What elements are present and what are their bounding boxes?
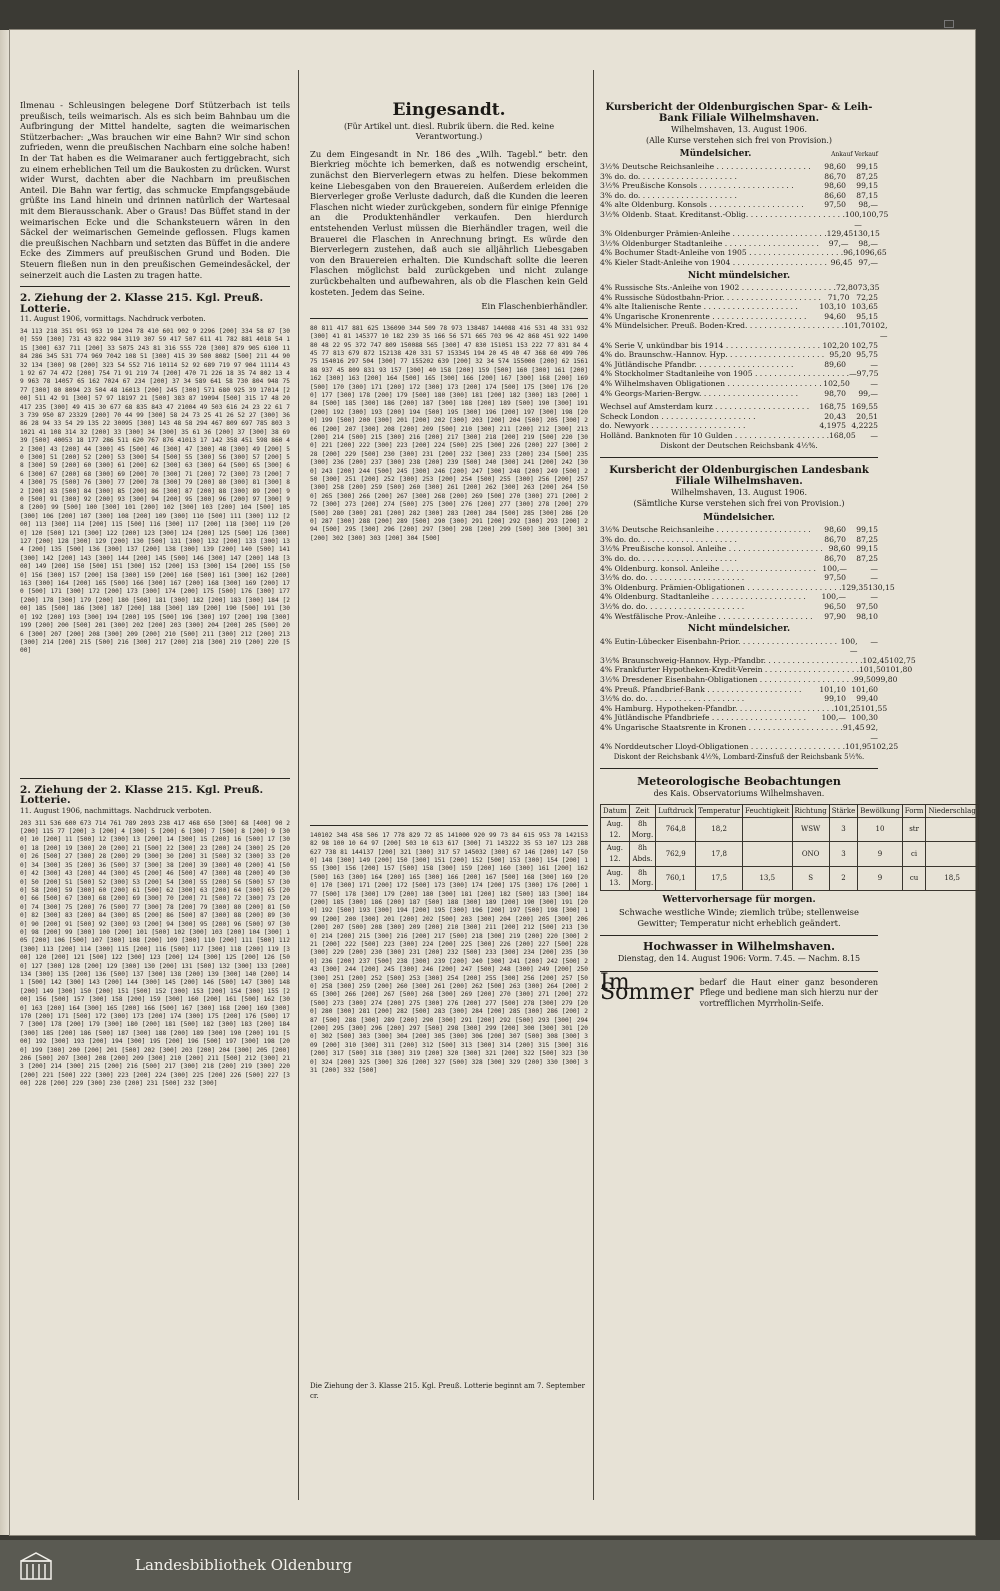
met-cell: 2 bbox=[829, 866, 858, 890]
met-cell: 760,1 bbox=[656, 866, 696, 890]
lottery-footer-note: Die Ziehung der 3. Klasse 215. Kgl. Preuß. Lotterie beginnt am 7. September cr. bbox=[310, 1381, 585, 1401]
rate-ankauf: 101,70 bbox=[844, 321, 871, 331]
rate-verkauf: 100,30 bbox=[851, 713, 878, 723]
met-cell: WSW bbox=[792, 818, 829, 842]
met-cell: str bbox=[902, 818, 926, 842]
wechsel-rates bbox=[600, 402, 878, 440]
rate-name: 4% Preuß. Pfandbrief-Bank . . . . . . . . . . . . . . . . . . . . bbox=[600, 684, 802, 694]
rate-verkauf: 95,75 bbox=[856, 350, 878, 360]
rate-ankauf: 100,— bbox=[821, 592, 846, 602]
rate-row bbox=[600, 191, 878, 201]
rate-verkauf: 97,50 bbox=[856, 601, 878, 611]
rate-row bbox=[600, 573, 878, 583]
rate-row bbox=[600, 535, 878, 545]
met-head-cell: Zeit bbox=[629, 804, 655, 818]
rate-verkauf: 87,15 bbox=[856, 190, 878, 200]
rate-row bbox=[600, 360, 878, 370]
rate-verkauf: 101,55 bbox=[860, 703, 888, 713]
eingesandt-signature: Ein Flaschenbierhändler. bbox=[481, 301, 588, 312]
divider bbox=[20, 286, 290, 287]
head-ankauf: Ankauf bbox=[831, 151, 853, 159]
rate-verkauf: 102,75 bbox=[851, 340, 878, 350]
rate-verkauf: 99,40 bbox=[856, 694, 878, 704]
met-cell bbox=[926, 842, 978, 866]
met-cell: 3 bbox=[829, 818, 858, 842]
rate-name: 4% Wilhelmshaven Obligationen . . . . . . . . . . . . . . . . . . . . bbox=[600, 379, 822, 389]
rate-ankauf: 98,60 bbox=[824, 181, 846, 191]
forecast-text: Schwache westliche Winde; ziemlich trübe; stellenweise Gewitter; Temperatur nicht erheblich geändert. bbox=[619, 907, 859, 928]
met-cell: ci bbox=[902, 842, 926, 866]
rate-verkauf: 102,25 bbox=[871, 742, 899, 752]
page-spine bbox=[0, 30, 10, 1535]
lottery-1-numbers-cont: 80 811 417 881 625 136090 344 509 78 973 138487 144088 416 531 48 331 932 [300] 41 81 145377 10 182 239 35 166 56 571 665 703 96 42 868 451 922 149080 48 22 95 372 747 809 150088 565 [300] 47 830 151051 153 222 77 831 84 445 77 813 679 872 152138 420 331 57 153345 194 20 45 40 47 368 60 499 706 75 154016 297 504 [300] 77 155202 639 [200] 32 34 574 155000 [200] 62 156188 937 45 809 831 93 157 [300] 40 158 [200] 159 [500] 160 [300] 161 [200] 162 [300] 163 [200] 164 [500] 165 [300] 166 [200] 167 [300] 168 [200] 169 [500] 170 [300] 171 [200] 172 [300] 173 [200] 174 [500] 175 [300] 176 [200] 177 [300] 178 [200] 179 [500] 180 [300] 181 [200] 182 [300] 183 [200] 184 [500] 185 [300] 186 [200] 187 [300] 188 [200] 189 [500] 190 [300] 191 [200] 192 [300] 193 [200] 194 [500] 195 [300] 196 [200] 197 [300] 198 [200] 199 [500] 200 [300] 201 [200] 202 [300] 203 [200] 204 [500] 205 [300] 206 [200] 207 [300] 208 [200] 209 [500] 210 [300] 211 [200] 212 [300] 213 [200] 214 [500] 215 [300] 216 [200] 217 [300] 218 [200] 219 [500] 220 [300] 221 [200] 222 [300] 223 [200] 224 [500] 225 [300] 226 [200] 227 [300] 228 [200] 229 [500] 230 [300] 231 [200] 232 [300] 233 [200] 234 [500] 235 [300] 236 [200] 237 [300] 238 [200] 239 [500] 240 [300] 241 [200] 242 [300] 243 [200] 244 [500] 245 [300] 246 [200] 247 [300] 248 [200] 249 [500] 250 [300] 251 [200] 252 [300] 253 [200] 254 [500] 255 [300] 256 [200] 257 [300] 258 [200] 259 [500] 260 [300] 261 [200] 262 [300] 263 [200] 264 [500] 265 [300] 266 [200] 267 [300] 268 [200] 269 [500] 270 [300] 271 [200] 272 [300] 273 [200] 274 [500] 275 [300] 276 [200] 277 [300] 278 [200] 279 [500] 280 [300] 281 [200] 282 [300] 283 [200] 284 [500] 285 [300] 286 [200] 287 [300] 288 [200] 289 [500] 290 [300] 291 [200] 292 [300] 293 [200] 294 [500] 295 [300] 296 [200] 297 [300] 298 [200] 299 [500] 300 [300] 301 [200] 302 [300] 303 [200] 304 [500] bbox=[310, 324, 588, 542]
bank1-section-muendel: Mündelsicher. bbox=[679, 149, 752, 160]
rate-row bbox=[600, 612, 878, 622]
forecast-title: Wettervorhersage für morgen. bbox=[662, 894, 816, 905]
rate-row bbox=[600, 723, 878, 742]
rate-row bbox=[600, 248, 887, 258]
met-table-head bbox=[601, 804, 979, 818]
met-cell: Aug. 13. bbox=[601, 866, 630, 890]
rate-row bbox=[600, 412, 878, 422]
rate-name: 3½% Dresdener Eisenbahn-Obligationen . . . . . . . . . . . . . . . . . . . . bbox=[600, 675, 854, 685]
rate-name: 3½% Preußische konsol. Anleihe . . . . . . . . . . . . . . . . . . . . bbox=[600, 544, 823, 554]
rate-ankauf: 72,80 bbox=[835, 283, 858, 293]
rate-name: Wechsel auf Amsterdam kurz . . . . . . . . . . . . . . . . . . . . bbox=[600, 402, 810, 412]
rate-row bbox=[600, 742, 899, 752]
rate-verkauf: 130,15 bbox=[853, 229, 880, 239]
rate-row bbox=[600, 312, 878, 322]
lottery-1-subtitle: 11. August 1906, vormittags. Nachdruck verboten. bbox=[20, 314, 206, 324]
rate-row bbox=[600, 421, 878, 431]
met-cell: 17,8 bbox=[696, 842, 743, 866]
rate-verkauf: — bbox=[870, 636, 878, 646]
rate-ankauf: 101,50 bbox=[859, 665, 886, 675]
rate-ankauf: 102,45 bbox=[862, 655, 890, 665]
ad-text: bedarf die Haut einer ganz besonderen Pflege und bediene man sich hierzu nur der vortrefflichen Myrrholin-Seife. bbox=[699, 977, 878, 1008]
lottery-2-title: 2. Ziehung der 2. Klasse 215. Kgl. Preuß. Lotterie. bbox=[20, 783, 264, 807]
rate-row bbox=[600, 239, 878, 249]
rate-ankauf: 102,50 bbox=[823, 379, 850, 389]
rate-verkauf: 98,— bbox=[858, 200, 878, 210]
rate-ankauf: 20,43 bbox=[824, 411, 846, 421]
column-middle bbox=[310, 95, 588, 1500]
rate-row bbox=[600, 389, 878, 399]
rate-ankauf: 95,20 bbox=[829, 350, 852, 360]
rate-verkauf: 95,15 bbox=[856, 311, 878, 321]
rate-verkauf: 130,15 bbox=[868, 582, 895, 592]
rate-name: Scheck London . . . . . . . . . . . . . . . . . . . . bbox=[600, 411, 756, 421]
rate-verkauf: 92,— bbox=[865, 723, 878, 742]
rate-name: 3% do. do. . . . . . . . . . . . . . . . . . . . . bbox=[600, 553, 737, 563]
bank2-rates-2 bbox=[600, 636, 916, 752]
met-cell bbox=[926, 818, 978, 842]
rate-ankauf: 71,70 bbox=[827, 292, 850, 302]
rate-verkauf: 103,65 bbox=[851, 302, 878, 312]
rate-name: do. Newyork . . . . . . . . . . . . . . . . . . . . bbox=[600, 421, 746, 431]
met-head-cell: Form bbox=[902, 804, 926, 818]
rate-name: 4% alte Oldenburg. Konsols . . . . . . . . . . . . . . . . . . . . bbox=[600, 200, 804, 210]
rate-verkauf: — bbox=[870, 379, 878, 389]
rate-name: 3½% do. do. . . . . . . . . . . . . . . . . . . . . bbox=[600, 694, 745, 704]
rate-verkauf: 102,— bbox=[870, 321, 888, 341]
rate-row bbox=[600, 685, 878, 695]
rate-ankauf: 103,10 bbox=[819, 302, 846, 312]
rate-row bbox=[600, 694, 878, 704]
met-cell: Aug. 12. bbox=[601, 818, 630, 842]
rate-name: Holländ. Banknoten für 10 Gulden . . . . . . . . . . . . . . . . . . . . bbox=[600, 431, 830, 440]
rate-name: 3% do. do. . . . . . . . . . . . . . . . . . . . . bbox=[600, 190, 737, 200]
rate-ankauf: 86,60 bbox=[824, 190, 846, 200]
rate-row bbox=[600, 402, 878, 412]
rate-row bbox=[600, 350, 878, 360]
rate-name: 4% Ungarische Staatsrente in Kronen . . . . . . . . . . . . . . . . . . . . bbox=[600, 723, 843, 733]
rate-name: 4% Westfälische Prov.-Anleihe . . . . . . . . . . . . . . . . . . . . bbox=[600, 611, 813, 621]
rate-name: 4% Oldenburg. konsol. Anleihe . . . . . . . . . . . . . . . . . . . . bbox=[600, 563, 816, 573]
met-cell: 10 bbox=[858, 818, 902, 842]
rate-name: 4% do. Braunschw.-Hannov. Hyp. . . . . . . . . . . . . . . . . . . . . bbox=[600, 350, 825, 360]
met-head-cell: Temperatur bbox=[696, 804, 743, 818]
rate-ankauf: 100,— bbox=[822, 563, 847, 573]
rate-ankauf: 168,75 bbox=[819, 402, 846, 412]
met-cell: 17,5 bbox=[696, 866, 743, 890]
rate-ankauf: 98,70 bbox=[824, 388, 846, 398]
rate-ankauf: 129,45 bbox=[826, 229, 854, 239]
rate-name: 3½% Oldenb. Staat. Kreditanst.-Oblig. . . . . . . . . . . . . . . . . . . . . bbox=[600, 209, 845, 219]
library-name[interactable]: Landesbibliothek Oldenburg bbox=[135, 1556, 353, 1574]
divider bbox=[20, 778, 290, 779]
rate-verkauf: 102,75 bbox=[889, 655, 916, 665]
rate-row bbox=[600, 703, 888, 714]
rate-name: 4% Russische Südostbahn-Prior. . . . . . . . . . . . . . . . . . . . . bbox=[600, 292, 821, 302]
rate-ankauf: 99,50 bbox=[853, 675, 876, 685]
rate-verkauf: — bbox=[870, 592, 878, 602]
rate-row bbox=[600, 554, 878, 564]
rate-verkauf: 96,65 bbox=[864, 248, 887, 258]
rate-row bbox=[600, 431, 878, 441]
rate-ankauf: 96,50 bbox=[824, 601, 846, 611]
rate-ankauf: 96,10 bbox=[843, 248, 865, 258]
bank1-note: (Alle Kurse verstehen sich frei von Provision.) bbox=[645, 135, 833, 145]
met-cell: ONO bbox=[792, 842, 829, 866]
met-head-cell: Niederschlag bbox=[926, 804, 978, 818]
rate-ankauf: 86,70 bbox=[824, 553, 846, 563]
rate-verkauf: 98,— bbox=[858, 238, 878, 248]
head-verkauf: Verkauf bbox=[854, 151, 878, 159]
met-head-cell: Datum bbox=[601, 804, 630, 818]
met-cell: 18,2 bbox=[696, 818, 743, 842]
met-cell: 13,5 bbox=[742, 866, 792, 890]
rate-verkauf: 87,25 bbox=[856, 534, 878, 544]
rate-verkauf: 101,60 bbox=[851, 684, 878, 694]
met-cell: 9 bbox=[858, 866, 902, 890]
rate-name: 3½% Deutsche Reichsanleihe . . . . . . . . . . . . . . . . . . . . bbox=[600, 525, 811, 535]
rate-ankauf: 86,70 bbox=[824, 534, 846, 544]
rate-ankauf: 97,50 bbox=[824, 200, 846, 210]
divider bbox=[600, 768, 878, 769]
bank1-date: Wilhelmshaven, 13. August 1906. bbox=[671, 125, 807, 135]
rate-name: 4% alte Italienische Rente . . . . . . . . . . . . . . . . . . . . bbox=[600, 302, 798, 312]
met-table bbox=[600, 804, 979, 891]
met-subtitle: des Kais. Observatoriums Wilhelmshaven. bbox=[653, 789, 825, 798]
rate-row bbox=[600, 200, 878, 210]
rate-row bbox=[600, 209, 889, 229]
rate-name: 3½% do. do. . . . . . . . . . . . . . . . . . . . . bbox=[600, 573, 745, 583]
lottery-2-numbers: 203 311 536 600 673 714 761 789 2093 238 417 468 650 [300] 68 [400] 90 2 [200] 115 77 [200] 3 [200] 4 [300] 5 [200] 6 [300] 7 [500] 8 [200] 9 [300] 10 [200] 11 [500] 12 [300] 13 [200] 14 [300] 15 [200] 16 [500] 17 [300] 18 [200] 19 [300] 20 [200] 21 [500] 22 [300] 23 [200] 24 [300] 25 [200] 26 [500] 27 [300] 28 [200] 29 [300] 30 [200] 31 [500] 32 [300] 33 [200] 34 [300] 35 [200] 36 [500] 37 [300] 38 [200] 39 [300] 40 [200] 41 [500] 42 [300] 43 [200] 44 [300] 45 [200] 46 [500] 47 [300] 48 [200] 49 [300] 50 [200] 51 [500] 52 [300] 53 [200] 54 [300] 55 [200] 56 [500] 57 [300] 58 [200] 59 [300] 60 [200] 61 [500] 62 [300] 63 [200] 64 [300] 65 [200] 66 [500] 67 [300] 68 [200] 69 [300] 70 [200] 71 [500] 72 [300] 73 [200] 74 [300] 75 [200] 76 [500] 77 [300] 78 [200] 79 [300] 80 [200] 81 [500] 82 [300] 83 [200] 84 [300] 85 [200] 86 [500] 87 [300] 88 [200] 89 [300] 90 [200] 91 [500] 92 [300] 93 [200] 94 [300] 95 [200] 96 [500] 97 [300] 98 [200] 99 [300] 100 [200] 101 [500] 102 [300] 103 [200] 104 [300] 105 [200] 106 [500] 107 [300] 108 [200] 109 [300] 110 [200] 111 [500] 112 [300] 113 [200] 114 [300] 115 [200] 116 [500] 117 [300] 118 [200] 119 [300] 120 [200] 121 [500] 122 [300] 123 [200] 124 [300] 125 [200] 126 [500] 127 [300] 128 [200] 129 [300] 130 [200] 131 [500] 132 [300] 133 [200] 134 [300] 135 [200] 136 [500] 137 [300] 138 [200] 139 [300] 140 [200] 141 [500] 142 [300] 143 [200] 144 [300] 145 [200] 146 [500] 147 [300] 148 [200] 149 [300] 150 [200] 151 [500] 152 [300] 153 [200] 154 [300] 155 [200] 156 [500] 157 [300] 158 [200] 159 [300] 160 [200] 161 [500] 162 [300] 163 [200] 164 [300] 165 [200] 166 [500] 167 [300] 168 [200] 169 [300] 170 [200] 171 [500] 172 [300] 173 [200] 174 [300] 175 [200] 176 [500] 177 [300] 178 [200] 179 [300] 180 [200] 181 [500] 182 [300] 183 [200] 184 [300] 185 [200] 186 [500] 187 [300] 188 [200] 189 [300] 190 [200] 191 [500] 192 [300] 193 [200] 194 [300] 195 [200] 196 [500] 197 [300] 198 [200] 199 [300] 200 [200] 201 [500] 202 [300] 203 [200] 204 [300] 205 [200] 206 [500] 207 [300] 208 [200] 209 [300] 210 [200] 211 [500] 212 [300] 213 [200] 214 [300] 215 [200] 216 [500] 217 [300] 218 [200] 219 [300] 220 [200] 221 [500] 222 [300] 223 [200] 224 [300] 225 [200] 226 [500] 227 [300] 228 [200] 229 [300] 230 [200] 231 [500] 232 [300] bbox=[20, 819, 290, 1088]
bank1-rates-2 bbox=[600, 283, 888, 398]
rate-name: 4% Serie V, unkündbar bis 1914 . . . . . . . . . . . . . . . . . . . . bbox=[600, 340, 821, 350]
divider bbox=[600, 457, 878, 458]
rate-name: 4% Kieler Stadt-Anleihe von 1904 . . . . . . . . . . . . . . . . . . . . bbox=[600, 257, 827, 267]
rate-name: 4% Frankfurter Hypotheken-Kredit-Verein . . . . . . . . . . . . . . . . . . . . bbox=[600, 665, 860, 675]
rate-row bbox=[600, 655, 916, 666]
eingesandt-text: Zu dem Eingesandt in Nr. 186 des „Wilh. Tagebl.“ betr. den Bierkrieg möchte ich bemerken, daß es notwendig erscheint, zunächst den Bierverlegern etwas zu helfen. Diese bekommen keine Liebesgaben von den Brauereien. Außerdem erleiden die Bierverleger große Verluste dadurch, daß die Kunden die leeren Flaschen nicht wieder zurückgeben, sondern für einige Pfennige an die Produktenhändler verkaufen. Den hierdurch entstehenden Verlust müssen die Bierhändler tragen, weil die Brauerei die Flaschen in Anrechnung bringt. Es würde den Bierverlegern zustehen, daß auch sie alljährlich Liebesgaben von den Brauereien erhalten. Die Kundschaft sollte die leeren Flaschen möglichst bald zurückgeben und nicht zulange zurückbehalten und aufbewahren, als ob die Flaschen kein Geld kosteten. Jedem das Seine. bbox=[310, 148, 588, 297]
rate-ankauf: 101,10 bbox=[819, 684, 846, 694]
bank2-title: Kursbericht der Oldenburgischen Landesbank Filiale Wilhelmshaven. bbox=[609, 465, 869, 487]
rate-ankauf: 129,35 bbox=[841, 582, 869, 592]
ad-headline: Im Sommer bbox=[600, 969, 694, 1006]
rate-verkauf: — bbox=[870, 573, 878, 583]
met-cell: 18,5 bbox=[926, 866, 978, 890]
rate-verkauf: 99,15 bbox=[856, 161, 878, 171]
column-right bbox=[600, 95, 976, 1500]
rate-row bbox=[600, 229, 878, 239]
met-cell: 3 bbox=[829, 842, 858, 866]
rate-name: 3½% do. do. . . . . . . . . . . . . . . . . . . . . bbox=[600, 601, 745, 611]
myrrholin-ad bbox=[600, 969, 878, 1010]
met-row bbox=[601, 842, 979, 866]
rate-verkauf: 73,35 bbox=[857, 283, 880, 293]
met-cell: 9 bbox=[858, 842, 902, 866]
eingesandt-title: Eingesandt. bbox=[392, 100, 506, 120]
rate-ankauf: 101,25 bbox=[834, 703, 861, 713]
rate-ankauf: 97,50 bbox=[824, 573, 846, 583]
bank1-discount: Diskont der Deutschen Reichsbank 4½%. bbox=[660, 440, 818, 450]
rate-ankauf: 91,45 bbox=[842, 723, 865, 733]
divider bbox=[310, 318, 588, 319]
rate-ankauf: 102,20 bbox=[822, 340, 850, 350]
lottery-2-numbers-cont: 140102 348 458 506 17 778 829 72 85 141000 920 99 73 84 615 953 78 142153 82 98 100 10 64 97 [200] 503 10 613 617 [300] 71 143222 35 53 107 123 288 627 738 81 144137 [200] 321 [300] 317 57 145032 [300] 67 146 [200] 147 [500] 148 [300] 149 [200] 150 [300] 151 [200] 152 [500] 153 [300] 154 [200] 155 [300] 156 [200] 157 [500] 158 [300] 159 [200] 160 [300] 161 [200] 162 [500] 163 [300] 164 [200] 165 [300] 166 [200] 167 [500] 168 [300] 169 [200] 170 [300] 171 [200] 172 [500] 173 [300] 174 [200] 175 [300] 176 [200] 177 [500] 178 [300] 179 [200] 180 [300] 181 [200] 182 [500] 183 [300] 184 [200] 185 [300] 186 [200] 187 [500] 188 [300] 189 [200] 190 [300] 191 [200] 192 [500] 193 [300] 194 [200] 195 [300] 196 [200] 197 [500] 198 [300] 199 [200] 200 [300] 201 [200] 202 [500] 203 [300] 204 [200] 205 [300] 206 [200] 207 [500] 208 [300] 209 [200] 210 [300] 211 [200] 212 [500] 213 [300] 214 [200] 215 [300] 216 [200] 217 [500] 218 [300] 219 [200] 220 [300] 221 [200] 222 [500] 223 [300] 224 [200] 225 [300] 226 [200] 227 [500] 228 [300] 229 [200] 230 [300] 231 [200] 232 [500] 233 [300] 234 [200] 235 [300] 236 [200] 237 [500] 238 [300] 239 [200] 240 [300] 241 [200] 242 [500] 243 [300] 244 [200] 245 [300] 246 [200] 247 [500] 248 [300] 249 [200] 250 [300] 251 [200] 252 [500] 253 [300] 254 [200] 255 [300] 256 [200] 257 [500] 258 [300] 259 [200] 260 [300] 261 [200] 262 [500] 263 [300] 264 [200] 265 [300] 266 [200] 267 [500] 268 [300] 269 [200] 270 [300] 271 [200] 272 [500] 273 [300] 274 [200] 275 [300] 276 [200] 277 [500] 278 [300] 279 [200] 280 [300] 281 [200] 282 [500] 283 [300] 284 [200] 285 [300] 286 [200] 287 [500] 288 [300] 289 [200] 290 [300] 291 [200] 292 [500] 293 [300] 294 [200] 295 [300] 296 [200] 297 [500] 298 [300] 299 [200] 300 [300] 301 [200] 302 [500] 303 [300] 304 [200] 305 [300] 306 [200] 307 [500] 308 [300] 309 [200] 310 [300] 311 [200] 312 [500] 313 [300] 314 [200] 315 [300] 316 [200] 317 [500] 318 [300] 319 [200] 320 [300] 321 [200] 322 [500] 323 [300] 324 [200] 325 [300] 326 [200] 327 [500] 328 [300] 329 [200] 330 [300] 331 [200] 332 [500] bbox=[310, 831, 588, 1075]
divider bbox=[600, 935, 878, 936]
rate-verkauf: 4,2225 bbox=[851, 421, 878, 431]
bank2-rates bbox=[600, 525, 895, 621]
rate-row bbox=[600, 675, 898, 685]
corner-mark bbox=[944, 20, 954, 28]
lottery-2-subtitle: 11. August 1906, nachmittags. Nachdruck verboten. bbox=[20, 806, 212, 816]
rate-row bbox=[600, 713, 878, 723]
met-cell: cu bbox=[902, 866, 926, 890]
met-head-cell: Stärke bbox=[829, 804, 858, 818]
rate-row bbox=[600, 637, 878, 656]
met-head-cell: Richtung bbox=[792, 804, 829, 818]
rate-row bbox=[600, 665, 913, 675]
rate-row bbox=[600, 302, 878, 312]
rate-ankauf: 89,60 bbox=[824, 359, 846, 369]
rate-name: 4% Jütländische Pfandbr. . . . . . . . . . . . . . . . . . . . . bbox=[600, 359, 794, 369]
bank1-title: Kursbericht der Oldenburgischen Spar- & Leih-Bank Filiale Wilhelmshaven. bbox=[605, 102, 873, 124]
bank1-section-nicht: Nicht mündelsicher. bbox=[687, 270, 791, 281]
met-cell: S bbox=[792, 866, 829, 890]
rate-name: 4% Bochumer Stadt-Anleihe von 1905 . . . . . . . . . . . . . . . . . . . . bbox=[600, 248, 844, 258]
rate-ankauf: 97,90 bbox=[824, 611, 846, 621]
rate-ankauf: 101,95 bbox=[845, 742, 872, 752]
met-row bbox=[601, 818, 979, 842]
rate-name: 3% Oldenburg. Prämien-Obligationen . . . . . . . . . . . . . . . . . . . . bbox=[600, 582, 842, 592]
rate-name: 4% Ungarische Kronenrente . . . . . . . . . . . . . . . . . . . . bbox=[600, 311, 807, 321]
rate-name: 4% Hamburg. Hypotheken-Pfandbr. . . . . . . . . . . . . . . . . . . . . bbox=[600, 703, 835, 713]
rate-name: 3½% Oldenburger Stadtanleihe . . . . . . . . . . . . . . . . . . . . bbox=[600, 238, 819, 248]
rate-verkauf: 20,51 bbox=[856, 411, 878, 421]
bank2-date: Wilhelmshaven, 13. August 1906. bbox=[671, 488, 807, 498]
rate-row bbox=[600, 525, 878, 535]
met-title: Meteorologische Beobachtungen bbox=[637, 775, 841, 789]
rate-verkauf: — bbox=[870, 359, 878, 369]
rate-verkauf: — bbox=[870, 563, 878, 573]
rate-verkauf: 99,15 bbox=[856, 525, 878, 535]
rate-verkauf: 97,75 bbox=[856, 369, 879, 379]
met-head-cell: Bewölkung bbox=[858, 804, 902, 818]
met-row bbox=[601, 866, 979, 890]
rate-name: 4% Norddeutscher Lloyd-Obligationen . . . . . . . . . . . . . . . . . . . . bbox=[600, 742, 846, 752]
rate-name: 4% Jütländische Pfandbriefe . . . . . . . . . . . . . . . . . . . . bbox=[600, 713, 807, 723]
rate-verkauf: 99,80 bbox=[875, 675, 898, 685]
met-cell: 762,9 bbox=[656, 842, 696, 866]
rate-row bbox=[600, 181, 878, 191]
rate-ankauf: 96,45 bbox=[830, 257, 853, 267]
rate-ankauf: 97,— bbox=[828, 238, 849, 248]
rate-row bbox=[600, 283, 878, 293]
rate-name: 4% Mündelsicher. Preuß. Boden-Kred. . . . . . . . . . . . . . . . . . . . . bbox=[600, 321, 845, 331]
rate-row bbox=[600, 544, 878, 554]
met-cell: 8h Morg. bbox=[629, 818, 655, 842]
met-head-cell: Luftdruck bbox=[656, 804, 696, 818]
rate-row bbox=[600, 341, 878, 351]
rate-ankauf: 94,60 bbox=[824, 311, 846, 321]
library-footer bbox=[0, 1540, 1000, 1591]
rate-verkauf: 99,15 bbox=[856, 544, 878, 554]
met-cell: Aug. 12. bbox=[601, 842, 630, 866]
column-rule-1 bbox=[298, 70, 299, 1500]
rate-row bbox=[600, 162, 878, 172]
rate-row bbox=[600, 293, 878, 303]
rate-verkauf: 98,10 bbox=[856, 611, 878, 621]
rate-verkauf: 100,75 bbox=[861, 209, 889, 219]
rate-name: 3% do. do. . . . . . . . . . . . . . . . . . . . . bbox=[600, 171, 737, 181]
stuetzerbach-article: Ilmenau - Schleusingen belegene Dorf Stützerbach ist teils preußisch, teils weimarisch. Als es sich beim Bahnbau um die Aufbringung der Mittel handelte, sagten die weimarischen Stützerbacher: „Was brauchen wir eine Bahn? Wir sind schon zufrieden, wenn die preußischen Nachbarn eine solche haben! In der Tat haben es die Weimaraner auch fertiggebracht, sich zu einem erheblichen Teil um die Baukosten zu drücken. Wurst wider Wurst, dachten aber die Nachbarn im preußischen Anteil. Die Bahn war fertig, das schmucke Empfangsgebäude grüßte ins Land hinein und drinnen natürlich der Wartesaal mit dem Bierausschank. Aber o Graus! Das Büffet stand in der weimarischen Ecke und die Schanksteuern wären in den Säckel der weimarischen Gemeinde geflossen. Flugs kamen die preußischen Nachbarn und setzten das Büffet in die andere Ecke des Zimmers auf preußischen Grund und Boden. Die Steuern fließen nun in den preußischen Gemeindesäckel, der seinerzeit auch die Lasten zu tragen hatte. bbox=[20, 100, 290, 280]
rate-row bbox=[600, 564, 878, 574]
rate-ankauf: — bbox=[849, 369, 857, 379]
rate-verkauf: 87,25 bbox=[856, 553, 878, 563]
rate-row bbox=[600, 379, 878, 389]
rate-verkauf: 101,80 bbox=[885, 665, 913, 675]
rate-ankauf: 168,05 bbox=[829, 431, 856, 440]
rate-ankauf: 98,60 bbox=[824, 161, 846, 171]
rate-verkauf: 72,25 bbox=[856, 292, 878, 302]
rate-verkauf: 169,55 bbox=[851, 402, 878, 412]
met-head-cell: Feuchtigkeit bbox=[742, 804, 792, 818]
bank2-section-nicht: Nicht mündelsicher. bbox=[687, 624, 791, 635]
bank2-section-muendel: Mündelsicher. bbox=[703, 512, 775, 523]
tide-text: Dienstag, den 14. August 1906: Vorm. 7.45. — Nachm. 8.15 bbox=[617, 954, 861, 964]
bank1-rates bbox=[600, 161, 889, 268]
rate-verkauf: — bbox=[870, 431, 878, 440]
rate-ankauf: 100,— bbox=[821, 713, 846, 723]
met-cell bbox=[742, 842, 792, 866]
rate-row bbox=[600, 602, 878, 612]
met-cell: 8h Abds. bbox=[629, 842, 655, 866]
lottery-1-title: 2. Ziehung der 2. Klasse 215. Kgl. Preuß. Lotterie. bbox=[20, 292, 264, 315]
column-left bbox=[20, 100, 290, 1500]
divider bbox=[310, 825, 588, 826]
rate-verkauf: 87,25 bbox=[856, 171, 878, 181]
rate-row bbox=[600, 369, 878, 379]
rate-ankauf: 100,— bbox=[840, 636, 858, 656]
rate-name: 4% Eutin-Lübecker Eisenbahn-Prior. . . . . . . . . . . . . . . . . . . . . bbox=[600, 636, 838, 646]
bank2-discount: Diskont der Reichsbank 4½%, Lombard-Zinsfuß der Reichsbank 5½%. bbox=[613, 752, 865, 761]
rate-verkauf: 99,— bbox=[858, 388, 878, 398]
library-building-icon bbox=[20, 1552, 52, 1580]
rate-row bbox=[600, 258, 878, 268]
rate-ankauf: 4,1975 bbox=[819, 421, 846, 431]
divider bbox=[600, 971, 878, 972]
met-cell: 8h Morg. bbox=[629, 866, 655, 890]
rate-row bbox=[600, 592, 878, 602]
rate-verkauf: 97,— bbox=[858, 257, 878, 267]
rate-name: 3% do. do. . . . . . . . . . . . . . . . . . . . . bbox=[600, 534, 737, 544]
met-cell: 764,8 bbox=[656, 818, 696, 842]
rate-ankauf: 99,10 bbox=[824, 694, 846, 704]
rate-verkauf: 99,15 bbox=[856, 181, 878, 191]
rate-name: 4% Russische Sts.-Anleihe von 1902 . . . . . . . . . . . . . . . . . . . . bbox=[600, 283, 836, 293]
rate-name: 3½% Deutsche Reichsanleihe . . . . . . . . . . . . . . . . . . . . bbox=[600, 161, 811, 171]
rate-ankauf: 98,60 bbox=[824, 525, 846, 535]
bank1-col-heads bbox=[831, 150, 878, 161]
rate-name: 3½% Preußische Konsols . . . . . . . . . . . . . . . . . . . . bbox=[600, 181, 794, 191]
rate-name: 4% Georgs-Marien-Bergw. . . . . . . . . . . . . . . . . . . . . bbox=[600, 388, 798, 398]
rate-row bbox=[600, 321, 888, 341]
tide-title: Hochwasser in Wilhelmshaven. bbox=[643, 939, 835, 953]
met-cell bbox=[742, 818, 792, 842]
met-table-body bbox=[601, 818, 979, 891]
eingesandt-subtitle: (Für Artikel unt. diesl. Rubrik übern. die Red. keine Verantwortung.) bbox=[343, 121, 555, 142]
rate-name: 4% Stockholmer Stadtanleihe von 1905 . . . . . . . . . . . . . . . . . . . . bbox=[600, 369, 850, 379]
column-rule-2 bbox=[593, 70, 594, 1500]
rate-ankauf: 100,— bbox=[844, 209, 862, 229]
rate-row bbox=[600, 582, 895, 593]
rate-name: 4% Oldenburg. Stadtanleihe . . . . . . . . . . . . . . . . . . . . bbox=[600, 592, 806, 602]
bank2-note: (Sämtliche Kurse verstehen sich frei von Provision.) bbox=[633, 498, 845, 508]
rate-ankauf: 98,60 bbox=[828, 544, 851, 554]
lottery-1-numbers: 34 113 218 351 951 953 19 1204 78 410 601 902 9 2296 [200] 334 58 87 [300] 559 [300] 731 43 822 984 3119 307 59 417 507 611 41 782 881 4018 54 115 [300] 637 711 [200] 33 5075 243 81 316 555 720 [300] 879 905 6100 11 84 286 345 531 774 969 7042 108 51 [300] 415 39 500 8082 [500] 211 44 9032 134 [300] 98 [200] 323 54 552 716 10114 52 92 689 719 97 904 11114 431 92 67 74 472 [200] 754 71 91 219 74 [200] 470 71 226 18 35 74 802 13 49 963 78 14057 65 162 7024 67 234 [200] 37 34 589 641 58 730 804 948 75 77 [300] 80 8094 23 504 48 16013 [200] 245 [300] 571 680 925 39 17014 [200] 511 42 91 [300] 57 97 18197 21 [500] 383 87 19094 [500] 315 17 48 20417 235 [300] 49 415 30 677 68 835 843 47 21004 49 503 616 24 23 22 61 73 739 950 87 23329 [200] 70 44 99 [300] 58 24 73 25 41 26 52 27 [300] 36 86 28 94 33 54 29 135 22 30095 [300] 143 48 58 294 467 809 697 785 803 31021 41 108 314 32 [200] 33 [300] 34 [300] 35 61 36 [200] 37 [300] 38 69 39 [500] 40053 18 177 286 511 620 767 876 41013 17 142 358 451 598 860 42 [300] 43 [200] 44 [300] 45 [500] 46 [300] 47 [300] 48 [300] 49 [200] 50 [300] 51 [200] 52 [200] 53 [300] 54 [500] 55 [300] 56 [300] 57 [200] 58 [300] 59 [200] 60 [300] 61 [200] 62 [300] 63 [300] 64 [500] 65 [300] 66 [300] 67 [200] 68 [300] 69 [200] 70 [300] 71 [200] 72 [300] 73 [200] 74 [300] 75 [500] 76 [300] 77 [200] 78 [300] 79 [200] 80 [300] 81 [300] 82 [200] 83 [500] 84 [300] 85 [200] 86 [300] 87 [200] 88 [300] 89 [200] 90 [500] 91 [300] 92 [200] 93 [300] 94 [200] 95 [300] 96 [200] 97 [300] 98 [200] 99 [500] 100 [300] 101 [200] 102 [300] 103 [200] 104 [500] 105 [300] 106 [200] 107 [300] 108 [200] 109 [300] 110 [500] 111 [300] 112 [200] 113 [300] 114 [200] 115 [500] 116 [300] 117 [200] 118 [300] 119 [200] 120 [500] 121 [300] 122 [200] 123 [300] 124 [200] 125 [500] 126 [300] 127 [200] 128 [300] 129 [200] 130 [500] 131 [300] 132 [200] 133 [300] 134 [200] 135 [500] 136 [300] 137 [200] 138 [300] 139 [200] 140 [500] 141 [300] 142 [200] 143 [300] 144 [200] 145 [500] 146 [300] 147 [200] 148 [300] 149 [200] 150 [500] 151 [300] 152 [200] 153 [300] 154 [200] 155 [500] 156 [300] 157 [200] 158 [300] 159 [200] 160 [500] 161 [300] 162 [200] 163 [300] 164 [200] 165 [500] 166 [300] 167 [200] 168 [300] 169 [200] 170 [500] 171 [300] 172 [200] 173 [300] 174 [200] 175 [500] 176 [300] 177 [200] 178 [300] 179 [200] 180 [500] 181 [300] 182 [200] 183 [300] 184 [200] 185 [500] 186 [300] 187 [200] 188 [300] 189 [200] 190 [500] 191 [300] 192 [200] 193 [300] 194 [200] 195 [500] 196 [300] 197 [200] 198 [300] 199 [200] 200 [500] 201 [300] 202 [200] 203 [300] 204 [200] 205 [500] 206 [300] 207 [200] 208 [300] 209 [200] 210 [500] 211 [300] 212 [200] 213 [300] 214 [200] 215 [500] 216 [300] 217 [200] 218 [300] 219 [200] 220 [500] bbox=[20, 327, 290, 655]
rate-row bbox=[600, 172, 878, 182]
rate-name: 3% Oldenburger Prämien-Anleihe . . . . . . . . . . . . . . . . . . . . bbox=[600, 229, 827, 239]
rate-ankauf: 86,70 bbox=[824, 171, 846, 181]
rate-name: 3½% Braunschweig-Hannov. Hyp.-Pfandbr. . . . . . . . . . . . . . . . . . . . . bbox=[600, 655, 863, 665]
